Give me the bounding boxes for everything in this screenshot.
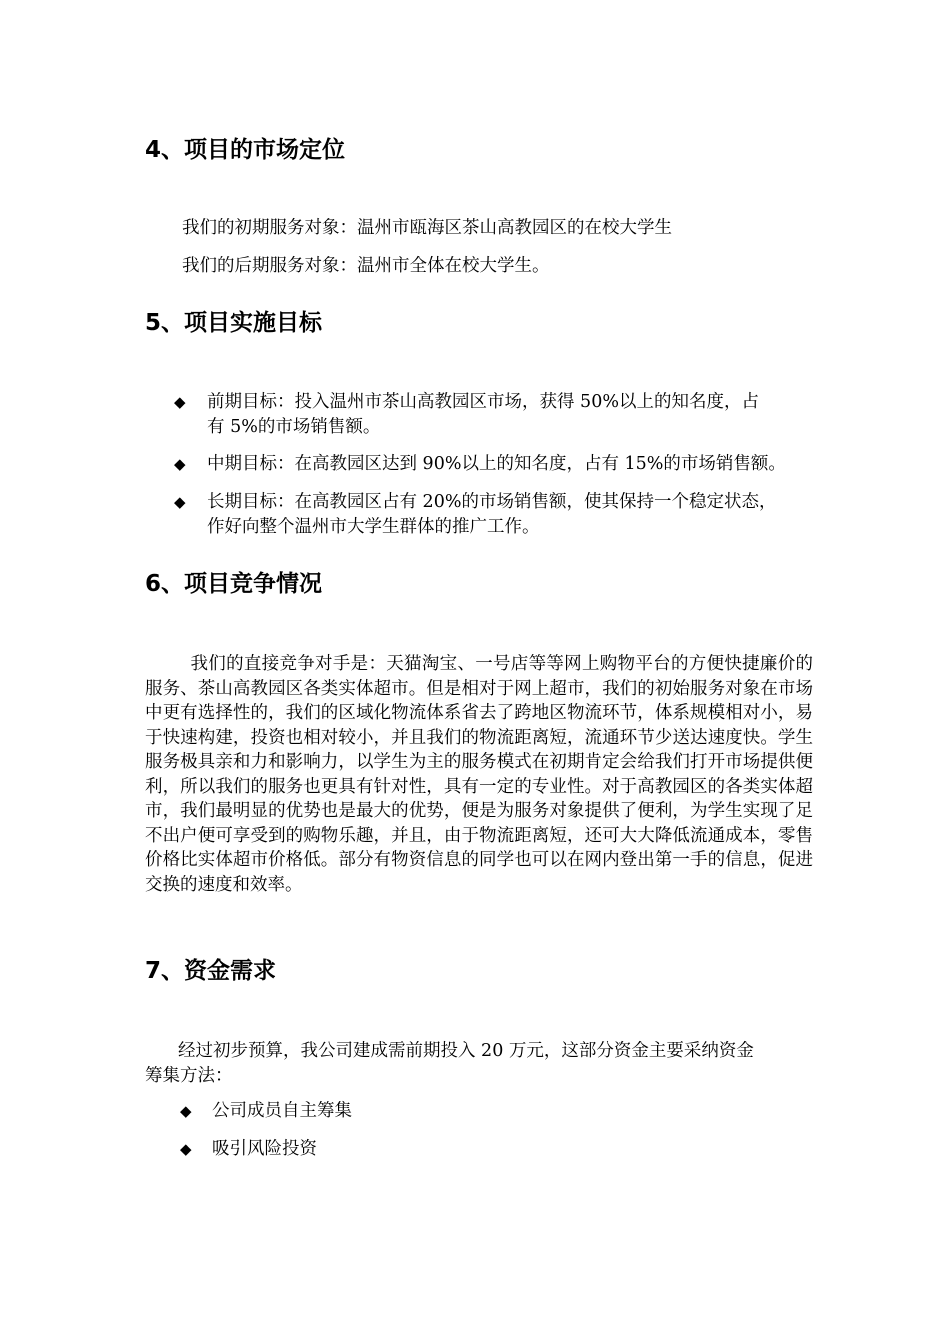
section-7-line-1: 经过初步预算，我公司建成需前期投入 20 万元，这部分资金主要采纳资金 [178,1041,754,1061]
section-4-line-2: 我们的后期服务对象：温州市全体在校大学生。 [182,256,550,276]
diamond-bullet-icon: ◆ [180,1102,192,1120]
diamond-bullet-icon: ◆ [174,455,186,473]
funding-item-1: 公司成员自主筹集 [212,1101,352,1121]
section-4-line-1: 我们的初期服务对象：温州市瓯海区茶山高教园区的在校大学生 [182,218,672,238]
goal-item-2-line-1: 中期目标：在高教园区达到 90%以上的知名度，占有 15%的市场销售额。 [207,454,786,474]
section-7-line-2: 筹集方法： [145,1066,233,1086]
goal-item-3-line-1: 长期目标：在高教园区占有 20%的市场销售额，使其保持一个稳定状态， [207,492,777,512]
diamond-bullet-icon: ◆ [174,393,186,411]
section-5-heading: 5、项目实施目标 [145,310,323,336]
diamond-bullet-icon: ◆ [174,493,186,511]
funding-item-2: 吸引风险投资 [212,1139,317,1159]
section-6-paragraph: 我们的直接竞争对手是：天猫淘宝、一号店等等网上购物平台的方便快捷廉价的服务、茶山高教园区各类实体超市。但是相对于网上超市，我们的初始服务对象在市场中更有选择性的，我们的区域化物流体系省去了跨地区物流环节，体系规模相对小，易于快速构建，投资也相对较小，并且我们的物流距离短，流通环节少送达速度快。学生服务极具亲和力和影响力，以学生为主的服务模式在初期肯定会给我们打开市场提供便利，所以我们的服务也更具有针对性，具有一定的专业性。对于高教园区的各类实体超市，我们最明显的优势也是最大的优势，便是为服务对象提供了便利，为学生实现了足不出户便可享受到的购物乐趣，并且，由于物流距离短，还可大大降低流通成本，零售价格比实体超市价格低。部分有物资信息的同学也可以在网内登出第一手的信息，促进交换的速度和效率。 [145,654,813,895]
section-4-heading: 4、项目的市场定位 [145,137,346,163]
section-6-heading: 6、项目竞争情况 [145,571,323,597]
goal-item-3-line-2: 作好向整个温州市大学生群体的推广工作。 [207,517,540,537]
diamond-bullet-icon: ◆ [180,1140,192,1158]
goal-item-1-line-2: 有 5%的市场销售额。 [207,417,381,437]
section-7-heading: 7、资金需求 [145,958,277,984]
goal-item-1-line-1: 前期目标：投入温州市茶山高教园区市场，获得 50%以上的知名度，占 [207,392,759,412]
